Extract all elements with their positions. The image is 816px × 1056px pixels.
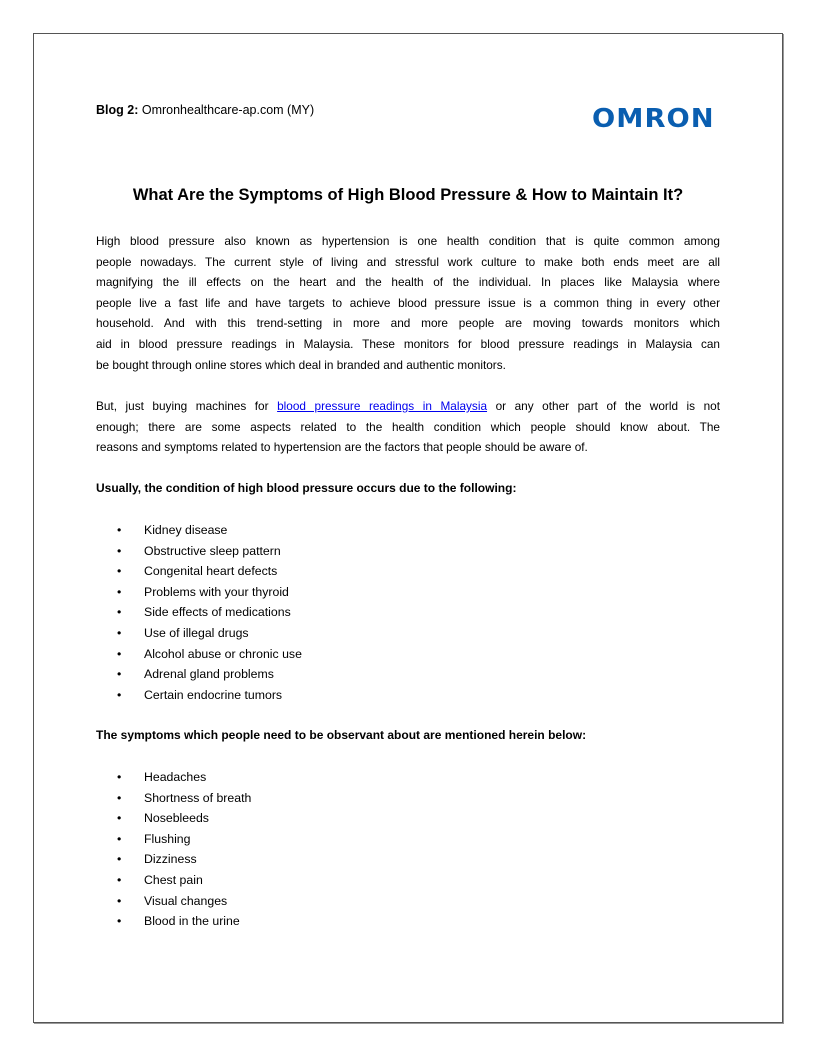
text-line: be bought through online stores which deal in branded and authentic monitors.: [96, 357, 506, 372]
bullet-icon: •: [117, 667, 122, 682]
causes-heading: Usually, the condition of high blood pressure occurs due to the following:: [96, 481, 517, 495]
list-item-text: Certain endocrine tumors: [144, 687, 283, 702]
list-item-text: Alcohol abuse or chronic use: [144, 646, 302, 661]
bullet-icon: •: [117, 790, 122, 805]
list-item: [96, 911, 251, 932]
bullet-icon: •: [117, 893, 122, 908]
list-item-text: Adrenal gland problems: [144, 667, 274, 682]
list-item: [96, 582, 302, 603]
bullet-icon: •: [117, 605, 122, 620]
list-item: [96, 849, 251, 870]
text-line: magnifying the ill effects on the heart and the health of the individual. In places like Malaysia where: [96, 275, 720, 290]
list-item: [96, 891, 251, 912]
paragraph-intro: [96, 231, 720, 375]
list-item: [96, 520, 302, 541]
list-item-text: Side effects of medications: [144, 605, 291, 620]
list-item: [96, 623, 302, 644]
blood-pressure-link[interactable]: blood pressure readings in Malaysia: [277, 399, 488, 413]
list-item-text: Obstructive sleep pattern: [144, 543, 281, 558]
blog-source: [96, 103, 314, 117]
list-item-text: Blood in the urine: [144, 914, 240, 929]
list-item: [96, 808, 251, 829]
omron-logo: OMRON: [592, 104, 715, 134]
bullet-icon: •: [117, 625, 122, 640]
list-item: [96, 685, 302, 706]
blog-source-text: Omronhealthcare-ap.com (MY): [141, 103, 315, 117]
bullet-icon: •: [117, 914, 122, 929]
list-item-text: Headaches: [144, 770, 207, 784]
symptoms-heading: The symptoms which people need to be observant about are mentioned herein below:: [96, 728, 587, 742]
bullet-icon: •: [117, 564, 122, 579]
text-line: people nowadays. The current style of living and stressful work culture to make both ends meet are all: [96, 254, 720, 269]
list-item-text: Chest pain: [144, 872, 203, 887]
list-item: [96, 767, 251, 788]
bullet-icon: •: [117, 646, 122, 661]
list-item: [96, 644, 302, 665]
list-item-text: Nosebleeds: [144, 811, 209, 826]
list-item: [96, 602, 302, 623]
bullet-icon: •: [117, 687, 122, 702]
list-item: [96, 541, 302, 562]
list-item-text: Use of illegal drugs: [144, 625, 249, 640]
bullet-icon: •: [117, 770, 122, 784]
list-item-text: Kidney disease: [144, 523, 228, 537]
page-title: What Are the Symptoms of High Blood Pressure & How to Maintain It?: [132, 186, 684, 204]
text-line: enough; there are some aspects related to the health condition which people should know about. The: [96, 419, 720, 434]
list-item-text: Shortness of breath: [144, 790, 252, 805]
blog-label: Blog 2:: [96, 103, 139, 117]
bullet-icon: •: [117, 852, 122, 867]
text-line: High blood pressure also known as hypertension is one health condition that is quite common among: [96, 234, 720, 248]
list-item-text: Dizziness: [144, 852, 197, 867]
bullet-icon: •: [117, 811, 122, 826]
text-line: people live a fast life and have targets to achieve blood pressure issue is a common thing in every other: [96, 295, 720, 310]
list-item: [96, 561, 302, 582]
list-item-text: Flushing: [144, 831, 191, 846]
list-item: [96, 788, 251, 809]
text-line: reasons and symptoms related to hypertension are the factors that people should be aware of.: [96, 440, 588, 455]
text-line: household. And with this trend-setting in more and more people are moving towards monitors which: [96, 316, 720, 331]
paragraph-buying: [96, 396, 720, 458]
text: or any other part of the world is not: [487, 399, 721, 413]
bullet-icon: •: [117, 584, 122, 599]
list-item-text: Problems with your thyroid: [144, 584, 289, 599]
list-item-text: Congenital heart defects: [144, 564, 278, 579]
bullet-icon: •: [117, 523, 122, 537]
bullet-icon: •: [117, 543, 122, 558]
list-item: [96, 664, 302, 685]
text-line: aid in blood pressure readings in Malaysia. These monitors for blood pressure readings in Malaysia can: [96, 336, 720, 351]
text: But, just buying machines for: [96, 399, 278, 413]
causes-list: [96, 520, 302, 705]
list-item: [96, 829, 251, 850]
list-item-text: Visual changes: [144, 893, 228, 908]
symptoms-list: [96, 767, 251, 932]
bullet-icon: •: [117, 831, 122, 846]
bullet-icon: •: [117, 872, 122, 887]
list-item: [96, 870, 251, 891]
